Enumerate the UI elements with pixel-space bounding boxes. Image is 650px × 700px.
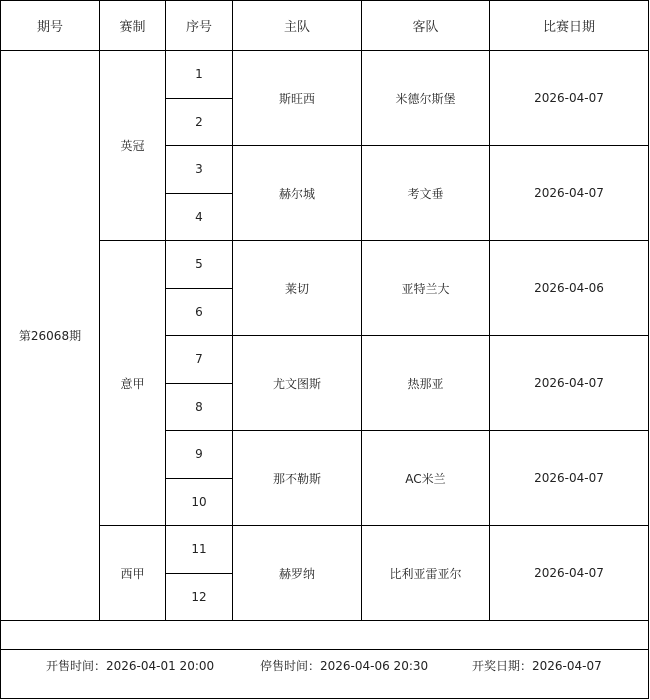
- grid-line: [165, 145, 233, 146]
- match-date-cell: 2026-04-07: [534, 471, 604, 485]
- grid-line: [165, 240, 233, 241]
- match-date-cell: 2026-04-07: [534, 91, 604, 105]
- grid-line: [99, 0, 100, 621]
- match-date-cell: 2026-04-06: [534, 281, 604, 295]
- sale-stop-time: 停售时间：2026-04-06 20:30: [260, 658, 429, 673]
- number-cell: 6: [195, 304, 203, 319]
- away-team-cell: 考文垂: [407, 186, 444, 201]
- grid-line: [165, 98, 233, 99]
- grid-line: [232, 145, 649, 146]
- grid-line: [0, 698, 649, 699]
- grid-line: [232, 240, 649, 241]
- home-team-cell: 斯旺西: [278, 91, 315, 106]
- grid-line: [0, 0, 649, 1]
- number-cell: 12: [191, 589, 207, 604]
- grid-line: [165, 193, 233, 194]
- sale-start-time: 开售时间：2026-04-01 20:00: [46, 658, 215, 673]
- grid-line: [489, 0, 490, 621]
- competition-cell: 英冠: [120, 139, 145, 153]
- number-cell: 4: [195, 209, 203, 224]
- home-team-cell: 赫罗纳: [278, 566, 315, 581]
- grid-line: [0, 620, 649, 621]
- grid-line: [232, 335, 649, 336]
- away-team-cell: 比利亚雷亚尔: [389, 566, 462, 581]
- grid-line: [361, 0, 362, 621]
- away-team-cell: 热那亚: [407, 376, 444, 391]
- number-cell: 8: [195, 399, 203, 414]
- grid-line: [232, 430, 649, 431]
- away-team-cell: 米德尔斯堡: [395, 91, 456, 106]
- home-team-cell: 尤文图斯: [272, 376, 321, 391]
- grid-line: [165, 288, 233, 289]
- grid-line: [232, 525, 649, 526]
- grid-line: [648, 0, 649, 699]
- header-match-date: 比赛日期: [542, 20, 595, 35]
- competition-cell: 西甲: [120, 566, 145, 581]
- number-cell: 7: [195, 352, 203, 367]
- grid-line: [165, 478, 233, 479]
- header-period: 期号: [36, 20, 63, 35]
- period-cell: 第26068期: [18, 329, 82, 343]
- grid-line: [0, 0, 1, 699]
- away-team-cell: AC米兰: [405, 471, 446, 486]
- header-competition: 赛制: [119, 20, 146, 35]
- home-team-cell: 莱切: [284, 281, 309, 296]
- grid-line: [165, 0, 166, 621]
- grid-line: [0, 649, 649, 650]
- draw-date: 开奖日期：2026-04-07: [472, 658, 602, 673]
- home-team-cell: 赫尔城: [278, 186, 315, 201]
- grid-line: [165, 335, 233, 336]
- number-cell: 1: [195, 67, 203, 82]
- grid-line: [165, 383, 233, 384]
- match-date-cell: 2026-04-07: [534, 186, 604, 200]
- number-cell: 9: [195, 447, 203, 462]
- header-number: 序号: [185, 20, 212, 35]
- number-cell: 5: [195, 257, 203, 272]
- number-cell: 10: [191, 494, 207, 509]
- match-date-cell: 2026-04-07: [534, 566, 604, 580]
- header-home-team: 主队: [283, 20, 310, 35]
- grid-line: [165, 525, 233, 526]
- number-cell: 11: [191, 542, 207, 557]
- number-cell: 3: [195, 162, 203, 177]
- grid-line: [0, 50, 649, 51]
- away-team-cell: 亚特兰大: [401, 281, 450, 296]
- header-away-team: 客队: [412, 20, 439, 35]
- home-team-cell: 那不勒斯: [272, 471, 321, 486]
- grid-line: [165, 573, 233, 574]
- grid-line: [232, 0, 233, 621]
- grid-line: [165, 430, 233, 431]
- competition-cell: 意甲: [120, 376, 145, 391]
- number-cell: 2: [195, 114, 203, 129]
- match-date-cell: 2026-04-07: [534, 376, 604, 390]
